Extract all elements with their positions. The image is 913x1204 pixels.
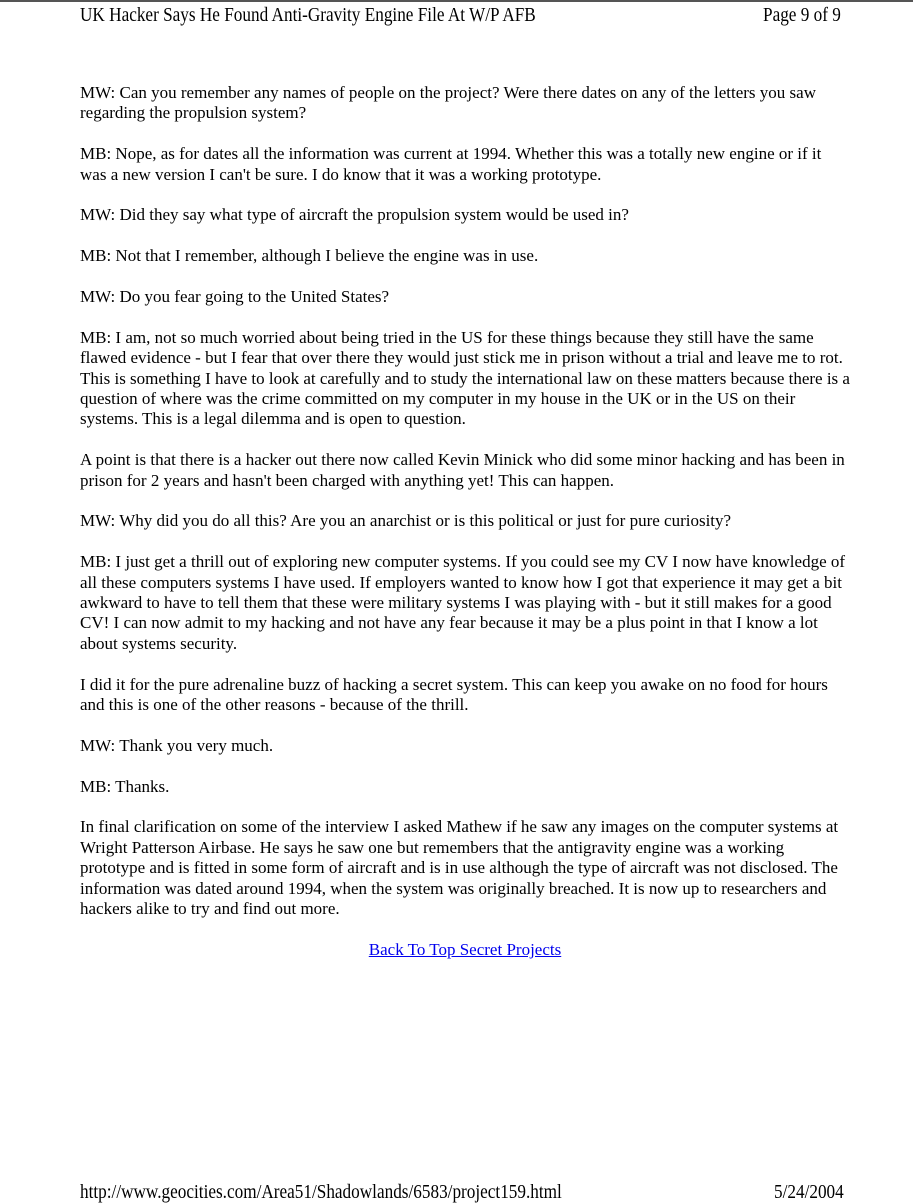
header-rule bbox=[0, 0, 913, 2]
paragraph: MW: Thank you very much. bbox=[80, 735, 274, 755]
paragraph: MW: Do you fear going to the United States? bbox=[80, 287, 390, 306]
footer-url: http://www.geocities.com/Area51/Shadowlands/6583/project159.html bbox=[80, 1181, 562, 1203]
paragraph: MB: Thanks. bbox=[80, 776, 170, 796]
paragraph: MB: I am, not so much worried about being tried in the US for these things because they still have the same flawed evidence - but I fear that over there they would just stick me in prison without a trial and leave me to rot. This is something I have to look at carefully and to study the international law on these matters because there is a question of where was the crime committed on my computer in my house in the UK or in the US on their systems. This is a legal dilemma and is open to question. bbox=[80, 327, 850, 429]
paragraph: MW: Can you remember any names of people on the project? Were there dates on any of the letters you saw regarding the propulsion system? bbox=[80, 83, 816, 123]
paragraph: A point is that there is a hacker out there now called Kevin Minick who did some minor hacking and has been in prison for 2 years and hasn't been charged with anything yet! This can happen. bbox=[80, 450, 845, 490]
back-link-container bbox=[80, 940, 850, 960]
page-header-title: UK Hacker Says He Found Anti-Gravity Engine File At W/P AFB bbox=[80, 4, 536, 26]
article-body bbox=[80, 83, 850, 960]
paragraph: MW: Did they say what type of aircraft the propulsion system would be used in? bbox=[80, 205, 629, 225]
footer-date: 5/24/2004 bbox=[774, 1181, 844, 1203]
paragraph: MB: I just get a thrill out of exploring new computer systems. If you could see my CV I now have knowledge of all these computers systems I have used. If employers wanted to know how I got that experience it may get a bit awkward to have to tell them that these were military systems I was playing with - but it still makes for a good CV! I can now admit to my hacking and not have any fear because it may be a plus point in that I know a lot about systems security. bbox=[80, 552, 846, 653]
paragraph: In final clarification on some of the interview I asked Mathew if he saw any images on the computer systems at Wright Patterson Airbase. He says he saw one but remembers that the antigravity engine was a working prototype and is fitted in some form of aircraft and is in use although the type of aircraft was not disclosed. The information was dated around 1994, when the system was originally breached. It is now up to researchers and hackers alike to try and find out more. bbox=[80, 817, 839, 919]
page-number: Page 9 of 9 bbox=[763, 4, 841, 26]
paragraph: I did it for the pure adrenaline buzz of hacking a secret system. This can keep you awake on no food for hours and this is one of the other reasons - because of the thrill. bbox=[80, 674, 828, 715]
paragraph: MB: Nope, as for dates all the information was current at 1994. Whether this was a totally new engine or if it was a new version I can't be sure. I do know that it was a working prototype. bbox=[80, 144, 822, 184]
paragraph: MW: Why did you do all this? Are you an anarchist or is this political or just for pure curiosity? bbox=[80, 511, 732, 531]
paragraph: MB: Not that I remember, although I believe the engine was in use. bbox=[80, 246, 539, 266]
back-to-top-secret-projects-link[interactable]: Back To Top Secret Projects bbox=[368, 939, 562, 959]
